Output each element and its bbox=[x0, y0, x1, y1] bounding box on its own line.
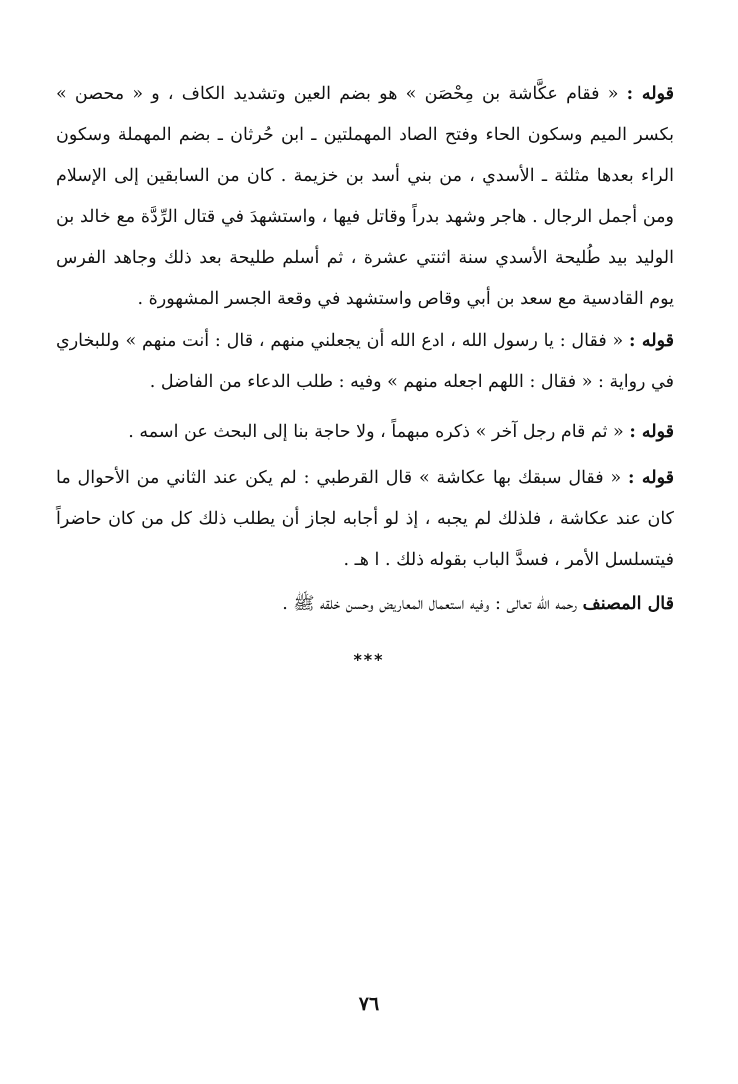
paragraph-another-man bbox=[56, 412, 674, 453]
paragraph-lead: قوله : bbox=[629, 331, 674, 351]
paragraph-body: « فقام عكَّاشة بن مِحْصَن » هو بضم العين وتشديد الكاف ، و « محصن » بكسر الميم وسكون الحاء وفتح الصاد المهملتين ـ ابن حُرثان ـ بضم المهملة وسكون الراء بعدها مثلثة ـ الأسدي ، من بني أسد بن خزيمة . كان من السابقين إلى الإسلام ومن أجمل الرجال . هاجر وشهد بدراً وقاتل فيها ، واستشهدَ في قتال الرِّدَّة مع خالد بن الوليد بيد طُليحة الأسدي سنة اثنتي عشرة ، ثم أسلم طليحة بعد ذلك وجاهد الفرس يوم القادسية مع سعد بن أبي وقاص واستشهد في وقعة الجسر المشهورة . bbox=[56, 84, 674, 309]
paragraph-author-note bbox=[56, 584, 674, 625]
paragraph-body: « فقال : يا رسول الله ، ادع الله أن يجعلني منهم ، قال : أنت منهم » وللبخاري في رواية : « فقال : اللهم اجعله منهم » وفيه : طلب الدعاء من الفاضل . bbox=[56, 331, 674, 392]
paragraph-request-dua bbox=[56, 321, 674, 403]
paragraph-lead: قال المصنف bbox=[582, 594, 674, 614]
paragraph-lead: قوله : bbox=[626, 84, 674, 104]
paragraph-lead: قوله : bbox=[629, 422, 674, 442]
paragraph-okkasha-biography bbox=[56, 74, 674, 320]
section-separator: *** bbox=[353, 650, 385, 669]
paragraph-body: رحمه الله تعالى : وفيه استعمال المعاريض وحسن خلقه ﷺ . bbox=[282, 594, 583, 614]
paragraph-lead: قوله : bbox=[628, 468, 674, 488]
paragraph-body: « فقال سبقك بها عكاشة » قال القرطبي : لم يكن عند الثاني من الأحوال ما كان عند عكاشة ، فلذلك لم يجبه ، إذ لو أجابه لجاز أن يطلب ذلك كل من كان حاضراً فيتسلسل الأمر ، فسدَّ الباب بقوله ذلك . ا هـ . bbox=[56, 468, 674, 570]
page-number: ٧٦ bbox=[358, 993, 380, 1015]
paragraph-body: « ثم قام رجل آخر » ذكره مبهماً ، ولا حاجة بنا إلى البحث عن اسمه . bbox=[128, 422, 630, 442]
paragraph-qurtubi-comment bbox=[56, 458, 674, 581]
